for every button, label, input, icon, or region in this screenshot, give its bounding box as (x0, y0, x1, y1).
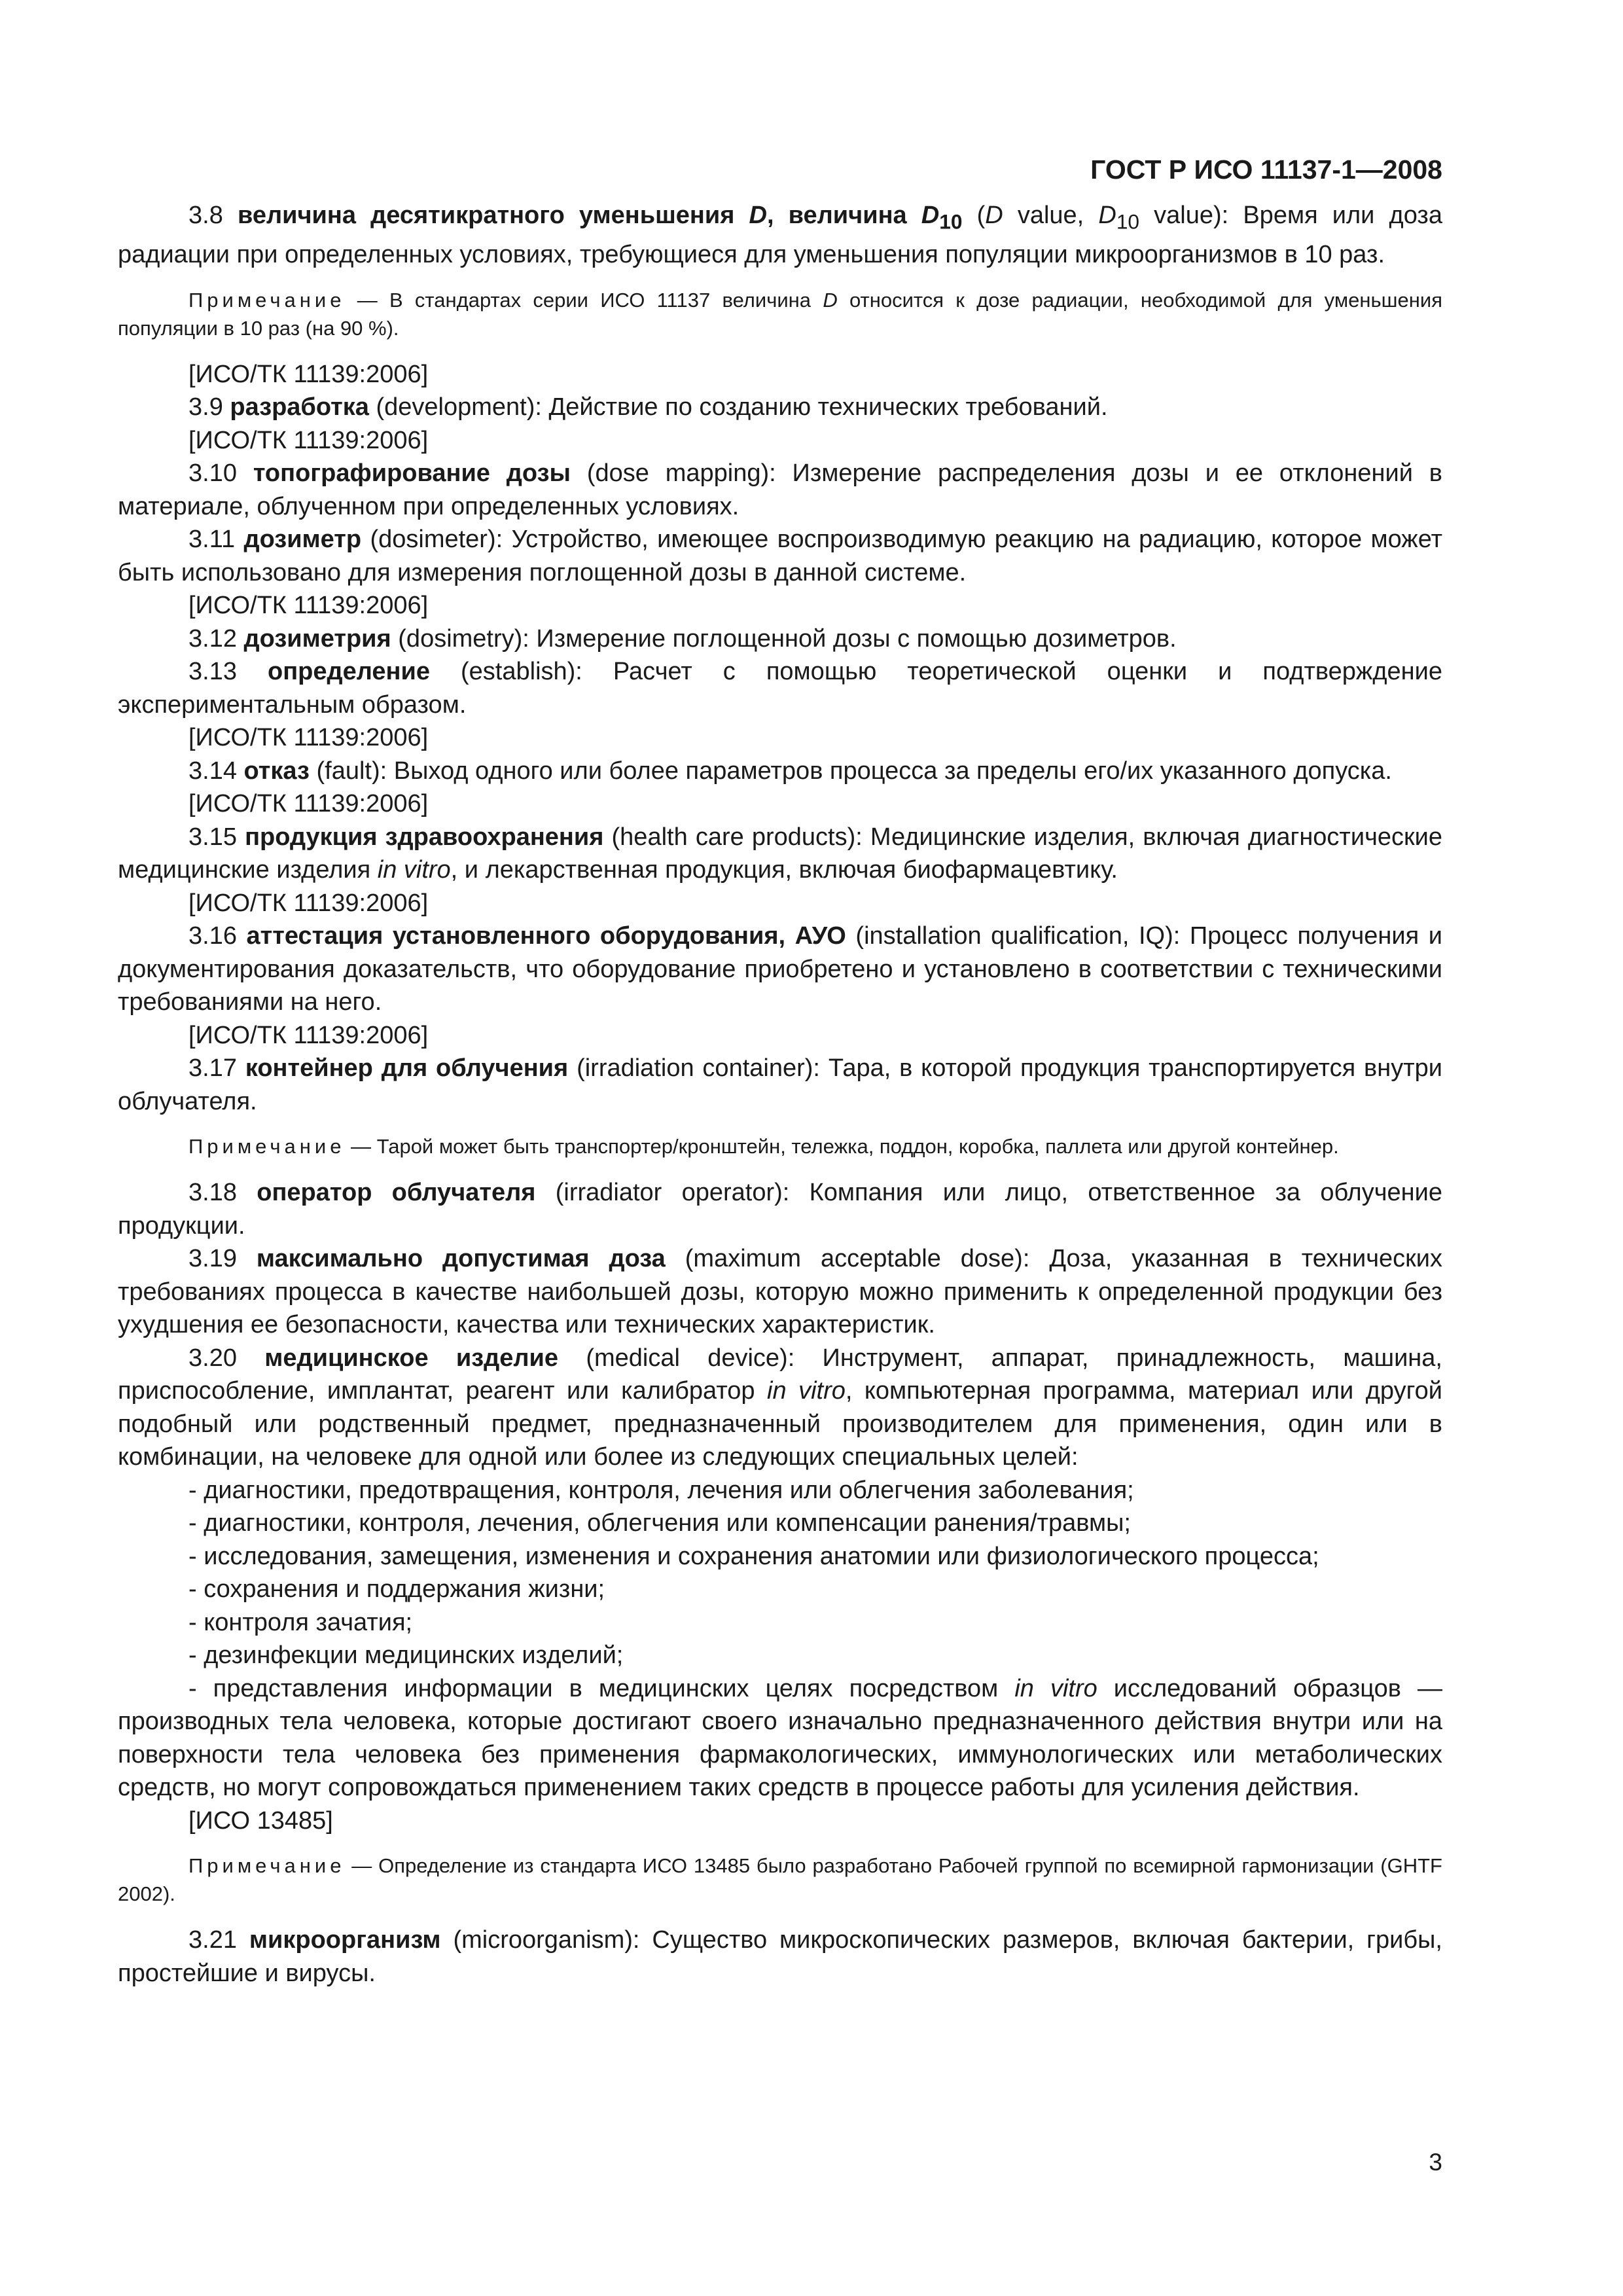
page-number: 3 (1429, 2149, 1442, 2176)
note-3-20: Примечание — Определение из стандарта ИСО 13485 было разработано Рабочей группой по всемирной гармонизации (GHTF 2002). (118, 1854, 1442, 1906)
term-3-11: 3.11 дозиметр (dosimeter): Устройство, имеющее воспроизводимую реакцию на радиацию, которое может быть использовано для измерения поглощенной дозы в данной системе. (118, 526, 1442, 586)
term-3-14: 3.14 отказ (fault): Выход одного или более параметров процесса за пределы его/их указанного допуска. (188, 757, 1392, 785)
list-item-last: - представления информации в медицинских целях посредством in vitro исследований образцов — производных тела человека, которые достигают своего изначально предназначенного действия внутри или на поверхности тела человека без применения фармакологических, иммунологических или метаболических средств, но могут сопровождаться применением таких средств в процессе работы для усиления действия. (118, 1674, 1443, 1802)
reference-3-13: [ИСО/ТК 11139:2006] (188, 724, 429, 752)
term-3-17: 3.17 контейнер для облучения (irradiation container): Тара, в которой продукция транспортируется внутри облучателя. (118, 1054, 1442, 1115)
term-3-18: 3.18 оператор облучателя (irradiator operator): Компания или лицо, ответственное за облучение продукции. (118, 1179, 1442, 1240)
reference-3-20: [ИСО 13485] (188, 1806, 333, 1835)
term-3-8: 3.8 величина десятикратного уменьшения D, величина $D_{10}$ (D value, $D_{10}$ value): Время или доза радиации при определенных условиях, требующиеся для уменьшения популяции микроорганизмов в 10 раз. (118, 202, 1442, 269)
term-3-19: 3.19 максимально допустимая доза (maximum acceptable dose): Доза, указанная в технических требованиях процесса в качестве наибольшей дозы, которую можно применить к определенной продукции без ухудшения ее безопасности, качества или технических характеристик. (118, 1245, 1442, 1339)
reference-3-11: [ИСО/ТК 11139:2006] (188, 592, 429, 620)
term-3-20: 3.20 медицинское изделие (medical device): Инструмент, аппарат, принадлежность, машина, приспособление, имплантат, реагент или калибратор in vitro, компьютерная программа, материал или другой подобный или родственный предмет, предназначенный производителем для применения, один или в комбинации, на человеке для одной или более из следующих специальных целей: (118, 1344, 1443, 1471)
list-item: - сохранения и поддержания жизни; (188, 1575, 605, 1604)
list-item: - контроля зачатия; (188, 1608, 413, 1636)
reference-3-16: [ИСО/ТК 11139:2006] (188, 1021, 429, 1049)
reference-3-14: [ИСО/ТК 11139:2006] (188, 790, 429, 818)
reference-3-8: [ИСО/ТК 11139:2006] (188, 360, 429, 388)
document-id-header: ГОСТ Р ИСО 11137-1—2008 (1090, 154, 1442, 185)
term-3-21: 3.21 микроорганизм (microorganism): Существо микроскопических размеров, включая бактерии, грибы, простейшие и вирусы. (118, 1926, 1442, 1987)
list-item: - диагностики, контроля, лечения, облегчения или компенсации ранения/травмы; (188, 1509, 1131, 1537)
page-content (118, 199, 1442, 1990)
reference-3-9: [ИСО/ТК 11139:2006] (188, 426, 429, 454)
term-3-15: 3.15 продукция здравоохранения (health care products): Медицинские изделия, включая диагностические медицинские изделия in vitro, и лекарственная продукция, включая биофармацевтику. (118, 823, 1442, 884)
term-3-13: 3.13 определение (establish): Расчет с помощью теоретической оценки и подтверждение экспериментальным образом. (118, 658, 1442, 719)
term-3-10: 3.10 топографирование дозы (dose mapping): Измерение распределения дозы и ее отклонений в материале, облученном при определенных условиях. (118, 459, 1442, 520)
note-3-8: Примечание — В стандартах серии ИСО 11137 величина D относится к дозе радиации, необходимой для уменьшения популяции в 10 раз (на 90 %). (118, 288, 1442, 340)
term-3-12: 3.12 дозиметрия (dosimetry): Измерение поглощенной дозы с помощью дозиметров. (188, 624, 1177, 653)
list-item: - диагностики, предотвращения, контроля, лечения или облегчения заболевания; (188, 1476, 1134, 1504)
reference-3-15: [ИСО/ТК 11139:2006] (188, 889, 429, 917)
list-item: - исследования, замещения, изменения и сохранения анатомии или физиологического процесса; (188, 1542, 1319, 1570)
list-item: - дезинфекции медицинских изделий; (188, 1641, 624, 1670)
term-3-9: 3.9 разработка (development): Действие по созданию технических требований. (188, 393, 1108, 422)
term-3-16: 3.16 аттестация установленного оборудования, АУО (installation qualification, IQ): Процесс получения и документирования доказательств, что оборудование приобретено и установлено в соответствии с техническими требованиями на него. (118, 922, 1442, 1016)
note-3-17: Примечание — Тарой может быть транспортер/кронштейн, тележка, поддон, коробка, паллета или другой контейнер. (188, 1135, 1339, 1158)
